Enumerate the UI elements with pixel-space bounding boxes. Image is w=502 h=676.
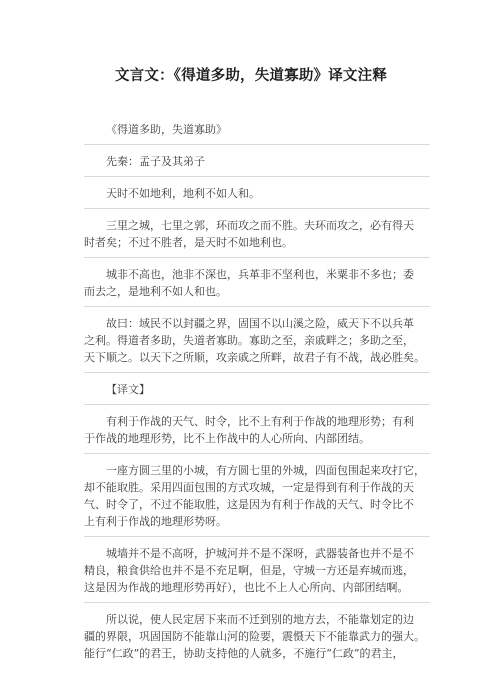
paragraph — [84, 545, 430, 603]
paragraph — [84, 217, 430, 258]
paragraph-line: 之利。得道者多助，失道者寡助。寡助之至，亲戚畔之；多助之至， — [84, 334, 414, 347]
paragraph-line: 先秦：孟子及其弟子 — [106, 155, 205, 168]
document-body — [84, 121, 430, 676]
paragraph-line: 气、时令了，不过不能取胜，这是因为有利于作战的天气、时令比不 — [84, 498, 414, 511]
paragraph — [84, 266, 430, 307]
paragraph-line: 却不能取胜。采用四面包围的方式攻城，一定是得到有利于作战的天 — [84, 481, 414, 494]
paragraph — [84, 381, 430, 405]
paragraph-line: 这是因为作战的地理形势再好），也比不上人心所向、内部团结啊。 — [84, 581, 409, 594]
paragraph-line: 所以说，使人民定居下来而不迁到别的地方去，不能靠划定的边 — [106, 613, 414, 626]
paragraph-line: 于作战的地理形势，比不上作战中的人心所向、内部团结。 — [84, 432, 370, 445]
paragraph-line: 精良，粮食供给也并不是不充足啊，但是，守城一方还是弃城而逃， — [84, 564, 414, 577]
paragraph-line: 《得道多助，失道寡助》 — [106, 123, 227, 136]
paragraph — [84, 315, 430, 373]
paragraph-line: 疆的界限，巩固国防不能靠山河的险要，震慑天下不能靠武力的强大。 — [84, 630, 425, 643]
paragraph-line: 一座方圆三里的小城，有方圆七里的外城，四面包围起来攻打它， — [106, 464, 425, 477]
paragraph — [84, 153, 430, 177]
paragraph — [84, 121, 430, 145]
paragraph-line: 城非不高也，池非不深也，兵革非不坚利也，米粟非不多也；委 — [106, 268, 414, 281]
paragraph-line: 天下顺之。以天下之所顺，攻亲戚之所畔，故君子有不战，战必胜矣。 — [84, 351, 425, 364]
paragraph-line: 故曰：域民不以封疆之界，固国不以山溪之险，威天下不以兵革 — [106, 317, 414, 330]
paragraph-line: 天时不如地利，地利不如人和。 — [106, 187, 260, 200]
paragraph-line: 有利于作战的天气、时令，比不上有利于作战的地理形势；有利 — [106, 415, 414, 428]
paragraph-line: 【译文】 — [106, 383, 150, 396]
document-title: 文言文：《得道多助，失道寡助》译文注释 — [114, 68, 388, 84]
paragraph — [84, 611, 430, 668]
paragraph — [84, 185, 430, 209]
paragraph-line: 能行“仁政”的君王，协助支持他的人就多，不施行“仁政”的君主， — [84, 647, 404, 660]
paragraph — [84, 462, 430, 537]
paragraph-line: 时者矣；不过不胜者，是天时不如地利也。 — [84, 236, 293, 249]
paragraph — [84, 413, 430, 454]
paragraph-line: 上有利于作战的地理形势呀。 — [84, 515, 227, 528]
paragraph-line: 而去之，是地利不如人和也。 — [84, 285, 227, 298]
paragraph-line: 城墙并不是不高呀，护城河并不是不深呀，武器装备也并不是不 — [106, 547, 414, 560]
paragraph-line: 三里之城，七里之郭，环而攻之而不胜。夫环而攻之，必有得天 — [106, 219, 414, 232]
